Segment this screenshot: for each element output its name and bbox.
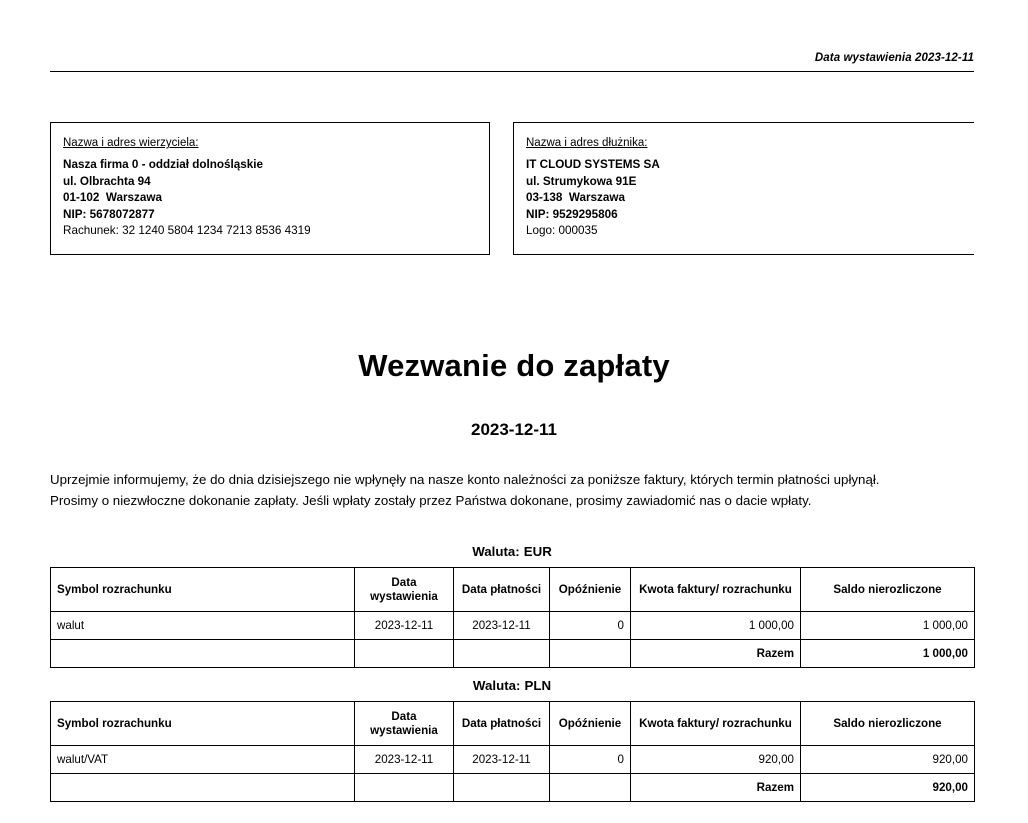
cell-payment-date: 2023-12-11 [454, 746, 550, 774]
total-spacer-1 [51, 774, 355, 802]
table-total-row [51, 640, 975, 668]
currency-label-text: Waluta: [472, 678, 521, 693]
table-header-row [51, 568, 975, 612]
intro-line-2: Prosimy o niezwłoczne dokonanie zapłaty. Jeśli wpłaty zostały przez Państwa dokonane, prosimy zawiadomić nas o dacie wpłaty. [50, 493, 812, 508]
intro-line-1: Uprzejmie informujemy, że do dnia dzisiejszego nie wpłynęły na nasze konto należności za poniższe faktury, których termin płatności upłynął. [50, 472, 880, 487]
issue-date-label: Data wystawienia 2023-12-11 [814, 52, 974, 64]
creditor-nip: NIP: 5678072877 [63, 207, 155, 221]
debtor-caption: Nazwa i adres dłużnika: [526, 137, 648, 149]
table-row [51, 746, 975, 774]
total-label: Razem [631, 640, 801, 668]
th-amount: Kwota faktury/ rozrachunku [631, 568, 801, 612]
total-value: 920,00 [801, 774, 975, 802]
cell-delay: 0 [550, 746, 631, 774]
intro-paragraph [50, 469, 974, 511]
cell-balance: 920,00 [801, 746, 975, 774]
total-value: 1 000,00 [801, 640, 975, 668]
table-header-row [51, 702, 975, 746]
th-balance: Saldo nierozliczone [801, 702, 975, 746]
document-date: 2023-12-11 [470, 420, 558, 439]
table-total-row [51, 774, 975, 802]
creditor-caption: Nazwa i adres wierzyciela: [63, 137, 199, 149]
cell-payment-date: 2023-12-11 [454, 612, 550, 640]
cell-issue-date: 2023-12-11 [355, 612, 454, 640]
parties-block [50, 122, 974, 256]
th-delay: Opóźnienie [550, 568, 631, 612]
debtor-name: IT CLOUD SYSTEMS SA [526, 158, 660, 171]
total-spacer-4 [550, 774, 631, 802]
th-payment-date: Data płatności [454, 702, 550, 746]
table-row [51, 612, 975, 640]
currency-section-pln [50, 678, 974, 802]
creditor-account: Rachunek: 32 1240 5804 1234 7213 8536 4319 [63, 224, 311, 237]
debtor-logo: Logo: 000035 [526, 224, 598, 237]
currency-code-text: PLN [524, 678, 552, 693]
th-symbol: Symbol rozrachunku [51, 702, 355, 746]
cell-amount: 920,00 [631, 746, 801, 774]
total-label: Razem [631, 774, 801, 802]
creditor-city: 01-102 Warszawa [63, 191, 162, 204]
th-balance: Saldo nierozliczone [801, 568, 975, 612]
creditor-street: ul. Olbrachta 94 [63, 174, 151, 188]
settlements-table-pln [50, 701, 975, 802]
settlements-table-eur [50, 567, 975, 668]
total-spacer-1 [51, 640, 355, 668]
total-spacer-2 [355, 640, 454, 668]
cell-symbol: walut [51, 612, 355, 640]
total-spacer-3 [454, 640, 550, 668]
th-issue-date: Data wystawienia [355, 568, 454, 612]
cell-amount: 1 000,00 [631, 612, 801, 640]
total-spacer-4 [550, 640, 631, 668]
total-spacer-3 [454, 774, 550, 802]
th-symbol: Symbol rozrachunku [51, 568, 355, 612]
currency-section-eur [50, 544, 974, 668]
creditor-box [50, 122, 490, 255]
total-spacer-2 [355, 774, 454, 802]
currency-code-text: EUR [523, 544, 552, 559]
th-payment-date: Data płatności [454, 568, 550, 612]
cell-issue-date: 2023-12-11 [355, 746, 454, 774]
th-issue-date: Data wystawienia [355, 702, 454, 746]
currency-heading-pln [50, 678, 974, 693]
th-delay: Opóźnienie [550, 702, 631, 746]
document-header [50, 48, 974, 66]
currency-label-text: Waluta: [472, 544, 520, 559]
cell-balance: 1 000,00 [801, 612, 975, 640]
debtor-nip: NIP: 9529295806 [526, 207, 618, 221]
debtor-city: 03-138 Warszawa [526, 191, 625, 204]
header-divider [50, 71, 974, 72]
cell-symbol: walut/VAT [51, 746, 355, 774]
cell-delay: 0 [550, 612, 631, 640]
th-amount: Kwota faktury/ rozrachunku [631, 702, 801, 746]
page-title: Wezwanie do zapłaty [358, 348, 670, 383]
debtor-street: ul. Strumykowa 91E [526, 174, 637, 188]
currency-heading-eur [50, 544, 974, 559]
debtor-box [513, 122, 974, 255]
creditor-name: Nasza firma 0 - oddział dolnośląskie [63, 158, 264, 171]
